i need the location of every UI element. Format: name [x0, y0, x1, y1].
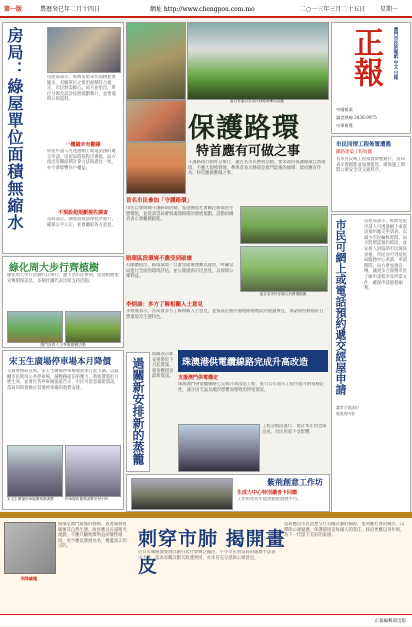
- main-headline: 保護路環: [188, 113, 300, 144]
- edition-note: 中華報導: [336, 123, 353, 128]
- contest-box: [126, 474, 330, 512]
- urban-body: 有市民反映工程佈置影響通行，當局表示會跟進並加強監管，確保施工期間公眾安全及交通秩序。: [336, 157, 405, 174]
- housing-photo: [47, 27, 121, 73]
- walk-title: 綠化周大步行齊植樹: [9, 263, 99, 274]
- right-main-title: 市民可網上或電話預約遞交經屋申請: [334, 219, 347, 395]
- masthead-title: 正報: [348, 27, 383, 87]
- edition-label: 第一版: [4, 6, 23, 13]
- masthead-info: 澳門市民的報紙 中文 日報: [393, 27, 398, 80]
- bridge-body: 珠海澳門供電纜線路已完成升高改造工程，電力公司表示工程可提升供電穩定性，減少因天氣及潮汐影響而導致的停電情況。: [178, 382, 325, 393]
- housing-body-3: 當局表示，調查將按法律程序進行，確保公平公正，並會聽取各方意見。: [47, 217, 116, 228]
- walk-article: [2, 256, 124, 348]
- editorial-col-2: 近日有關路環發展計劃引起社會廣泛關注，不少市民對當局的處理手法表示不滿，認為有關計劃欠缺透明度，亦未有充分諮詢公眾意見。: [138, 550, 276, 561]
- editor-label: 中國報業: [336, 107, 353, 112]
- weekday: 星期一: [380, 6, 399, 13]
- right-main-article: [331, 214, 411, 516]
- contest-title: 紫荊創意工作坊: [267, 477, 323, 487]
- page-footer: [0, 614, 412, 626]
- walk-photo-2: [65, 311, 121, 343]
- bridge-photo: [178, 424, 260, 472]
- song-body: 交通事務局宣佈，宋玉生廣場停車場收費本月起下調，以鼓勵市民使用公共停車場，減輕路面泊車壓力。新收費將於月底生效，並會在各停車場張貼告示，市民可留意最新資訊。當局同時會檢討其他停車場的收費安排。: [7, 369, 119, 391]
- center-photo-4: [240, 206, 328, 244]
- vertical-title: 過關新安排新的蒸籠: [131, 357, 145, 465]
- bridge-sub: 支援澳門供電穩定: [178, 375, 219, 381]
- vertical-body: 海關表示新安排將於下月起實施，旅客應留意最新資訊。: [152, 352, 174, 380]
- contest-photo: [131, 478, 233, 510]
- walk-caption: 澳門各界人士參與植樹活動: [40, 342, 86, 347]
- main-body-4: 李炳康表示，當局會多方了解相關人士意見，並按法定程序處理路環地段的規劃事宜，承諾保持路環的自然環境及生態特色。: [126, 309, 324, 320]
- footer-text: 正報編輯部出版: [374, 619, 406, 624]
- center-photo-1: [126, 22, 186, 100]
- center-photo-3: [126, 142, 186, 194]
- housing-body-2: 經屋申請人可透過網上或電話預約遞交申請，房屋局將按程序審批。局方指出有關面積計算方法與過往一致，亦不會影響住戶權益。: [47, 149, 116, 171]
- main-subheadline: 特首應有可做之事: [196, 144, 301, 159]
- bottom-editorial: [0, 518, 412, 614]
- housing-subheading-2: 不預設超規劃提佐調查: [57, 210, 108, 216]
- housing-subheading: 一樓鋪未有翻譯: [65, 142, 101, 148]
- editorial-portrait: [4, 522, 56, 574]
- contest-sub: 生成力中心特別讀者卡回饋: [237, 490, 298, 496]
- wall-caption: 當日有逾百名市民到路環參加活動: [230, 99, 284, 103]
- right-main-body: 房屋局表示，經濟房屋申請人可透過網上或電話預約遞交申請表，以減少市民輪候時間。局方將增設預約時段，並安排人員協助市民填寫表格，市民亦可到房屋局服務中心查詢。申請期間，局方會加強宣傳，讓更多合資格市民了解申請程序及所需文件，確保申請過程順利。: [364, 219, 407, 292]
- main-body-3: 有團體指出，路環環境一旦遭受破壞便難以復原，呼籲當局進行全面的環境評估，並公開諮詢市民意見，以保障公眾利益。: [126, 263, 234, 280]
- bridge-title-bar: [178, 350, 328, 372]
- song-photo-1: [7, 445, 63, 497]
- center-photo-2: [126, 100, 186, 142]
- walk-photo-1: [7, 311, 63, 343]
- song-caption-1: 宋玉生廣場停車場價格將調整: [7, 497, 54, 501]
- bridge-body-2: 工程分階段進行，預計本年內全部完成，市民用電不受影響。: [262, 424, 327, 435]
- col-note: 讀者可查詢申報表的內容: [336, 405, 359, 416]
- editorial-col-1: 路環是澳門最後的綠肺，過度開發將破壞其自然生態。政府應以長遠眼光規劃，不應只顧經濟利益而犧牲環境，更不應以發展為名，掩蓋真正的目的。: [58, 522, 127, 550]
- left-housing-article: [2, 22, 124, 254]
- center-photo-wall: [187, 22, 329, 100]
- page-header: [0, 0, 412, 18]
- bridge-title: 珠澳港供電纜線路完成升高改造: [182, 358, 309, 368]
- walk-body: 綠化周大步行活動昨日舉行，逾千名市民參與，沿途植樹並宣傳環保訊息，多個社團代表出席支持活動。: [7, 273, 119, 284]
- sub-heading-1: 首名市民參加「守護路環」: [126, 198, 193, 204]
- editorial-col-3: 當局應向市民清楚交代有關計劃的細節，並回應社會的關注，以釋除公眾疑慮。保護環境是每個人的責任，政府更應以身作則，為下一代留下美好的家園。: [284, 522, 405, 539]
- sub-heading-3: 李炳康：多方了解相關人士意見: [126, 302, 204, 308]
- urban-article: [331, 136, 411, 212]
- masthead-box: [331, 22, 411, 134]
- sub-heading-2: 路環區段環境不應受到破壞: [126, 256, 193, 262]
- website-link[interactable]: 網址 http://www.chengpou.com.mo: [150, 6, 255, 13]
- housing-body-1: 房屋局表示，經濟房屋單位面積並無縮水，有關單位之實用面積符合規定，市民無需擔心。局方並指出，單位分佈及設計按照規劃執行，並會適時公佈資料。: [47, 75, 116, 103]
- urban-title: 市民同情工程佈置遭濫: [336, 142, 392, 148]
- hotline: 讀者熱線 2836-9975: [336, 115, 377, 120]
- song-caption-2: 停車場收費將調整至每小時: [65, 497, 109, 501]
- housing-headline: 房局：綠屋單位面積無縮水: [5, 27, 24, 231]
- urban-sub: 鐵路建築工程收聽: [336, 150, 372, 155]
- publish-date: 二○一三年三月二十五日: [300, 6, 366, 13]
- bottom-photo-caption: 逾百名市民穿綠衣於路環植樹: [259, 292, 307, 296]
- song-photo-2: [65, 445, 121, 497]
- vertical-title-box: [126, 352, 150, 472]
- lunar-date: 農曆癸巳年二月十四日: [40, 6, 101, 13]
- contest-body: 工作坊為青年提供創意發展平台。: [237, 497, 302, 502]
- song-title: 宋玉生廣場停車場本月降價: [9, 357, 112, 367]
- song-article: [2, 350, 124, 510]
- editorial-author-note: 明珠論壇: [21, 576, 37, 581]
- editorial-headline: 刺穿市肺 揭開畫皮: [138, 528, 286, 577]
- main-body-2: 市民自發組織守護路環活動，希望喚起社會關注路環的生態價值，並促請當局審慎處理路環的發展規劃。活動組織者表示會繼續跟進。: [126, 206, 234, 223]
- center-photo-5: [240, 246, 328, 292]
- main-body-1: 守護路環行動昨日舉行，逾百名市民參與活動，要求政府保護路環自然環境，不應大規模發展。參與者表示路環是澳門最後的綠肺，政府應有作為，特首應做應做之事。: [188, 160, 326, 177]
